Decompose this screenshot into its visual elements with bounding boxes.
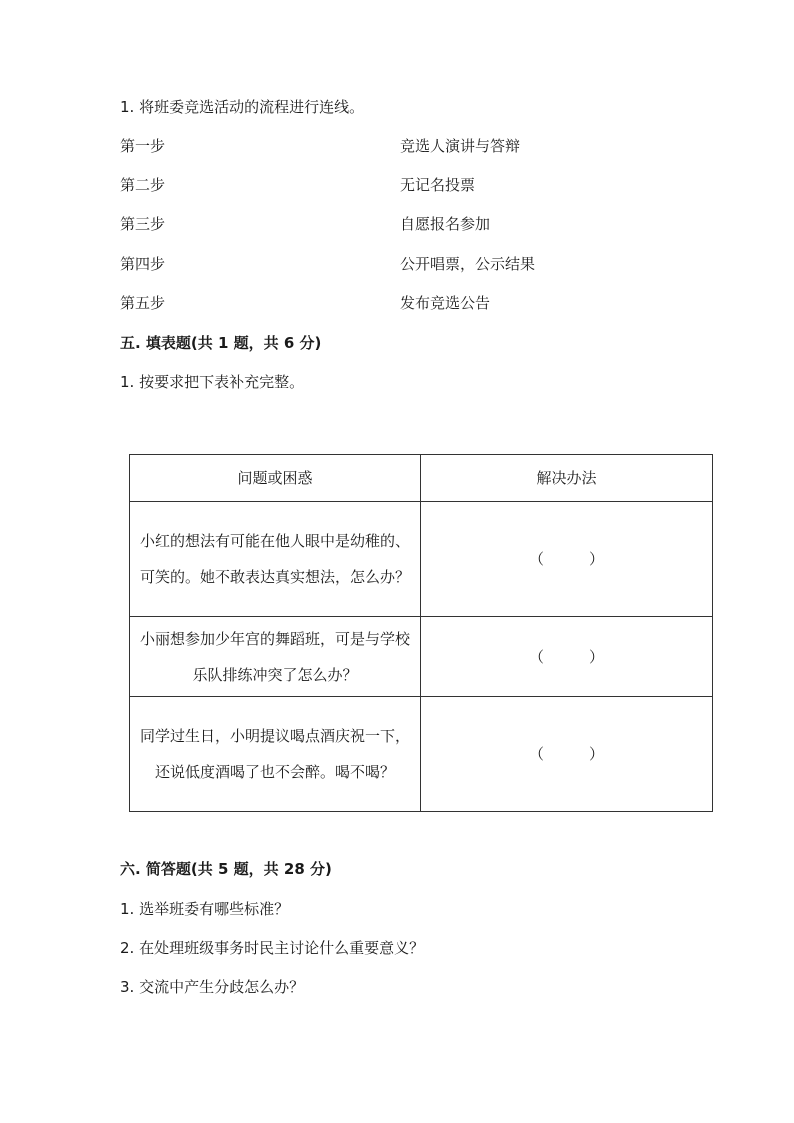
answer-cell[interactable] <box>421 502 713 617</box>
answer-blank[interactable]: （ ） <box>528 550 604 568</box>
step-1: 第一步 <box>120 137 166 155</box>
activity-2: 无记名投票 <box>400 176 476 194</box>
short-answer-1: 1. 选举班委有哪些标准？ <box>120 900 290 918</box>
table-row <box>130 502 713 617</box>
activity-5: 发布竞选公告 <box>400 294 491 312</box>
answer-cell[interactable] <box>421 617 713 697</box>
answer-blank[interactable]: （ ） <box>528 745 604 763</box>
section6-heading: 六. 简答题(共 5 题，共 28 分) <box>120 860 332 878</box>
section5-heading: 五. 填表题(共 1 题，共 6 分) <box>120 334 322 352</box>
activity-1: 竞选人演讲与答辩 <box>400 137 521 155</box>
short-answer-2: 2. 在处理班级事务时民主讨论什么重要意义？ <box>120 939 425 957</box>
activity-4: 公开唱票，公示结果 <box>400 255 536 273</box>
section5-instruction: 1. 按要求把下表补充完整。 <box>120 373 305 391</box>
activity-3: 自愿报名参加 <box>400 215 491 233</box>
table-row <box>130 697 713 812</box>
step-3: 第三步 <box>120 215 166 233</box>
matching-instruction: 1. 将班委竞选活动的流程进行连线。 <box>120 98 365 116</box>
step-4: 第四步 <box>120 255 166 273</box>
question-cell: 同学过生日，小明提议喝点酒庆祝一下，还说低度酒喝了也不会醉。喝不喝？ <box>130 697 421 812</box>
fill-table <box>129 454 713 812</box>
answer-cell[interactable] <box>421 697 713 812</box>
step-5: 第五步 <box>120 294 166 312</box>
header-solution: 解决办法 <box>421 455 713 502</box>
question-cell: 小丽想参加少年宫的舞蹈班，可是与学校乐队排练冲突了怎么办？ <box>130 617 421 697</box>
question-cell: 小红的想法有可能在他人眼中是幼稚的、可笑的。她不敢表达真实想法，怎么办？ <box>130 502 421 617</box>
step-2: 第二步 <box>120 176 166 194</box>
table-row <box>130 617 713 697</box>
answer-blank[interactable]: （ ） <box>528 647 604 666</box>
header-question: 问题或困惑 <box>130 455 421 502</box>
short-answer-3: 3. 交流中产生分歧怎么办？ <box>120 978 305 996</box>
table-header-row <box>130 455 713 502</box>
